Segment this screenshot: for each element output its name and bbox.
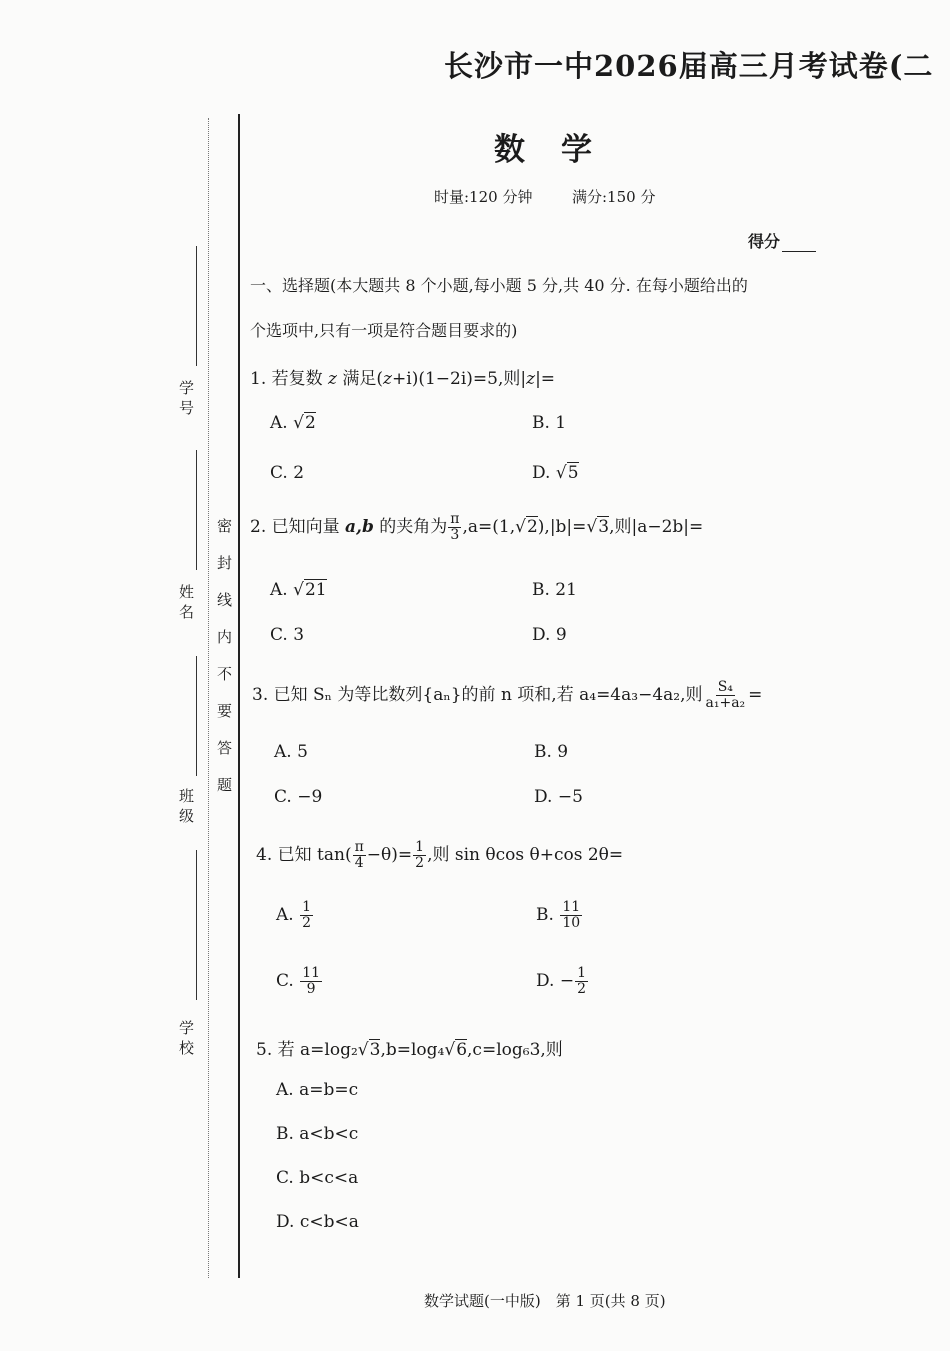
xingming-label — [176, 584, 197, 619]
q4-option-d — [536, 966, 589, 997]
q4-d-num: 1 — [577, 965, 586, 981]
q1-d-value: 5 — [567, 463, 579, 483]
xuehao-rule — [196, 246, 197, 366]
q4-frac2-num: 1 — [415, 839, 425, 855]
q2-text-a: 2. 已知向量 — [250, 517, 346, 537]
q2-frac-num: π — [450, 511, 460, 527]
time-limit: 时量:120 分钟 — [434, 188, 533, 206]
q4-b-den: 10 — [562, 915, 581, 931]
q2-sqrt3: 3 — [598, 517, 610, 537]
q4-d-den: 2 — [577, 981, 586, 997]
q2-option-d: D. 9 — [532, 625, 567, 645]
q2-a-value: 21 — [304, 580, 327, 600]
q4-a-label: A. — [276, 905, 300, 925]
q4-c-fraction — [300, 966, 322, 997]
subject-title: 数学 — [494, 132, 628, 168]
banji-label — [176, 788, 197, 823]
q3-fraction — [704, 680, 748, 711]
xuexiao-rule — [196, 850, 197, 1000]
q1-text-d: |= — [535, 369, 556, 389]
q2-text-d: ),|b|= — [537, 517, 587, 537]
q4-text-b: −θ)= — [366, 845, 413, 865]
q2-text-c: ,a=(1, — [462, 517, 516, 537]
q4-option-b — [536, 900, 583, 931]
q2-text-e: ,则|a−2b|= — [609, 517, 704, 537]
banji-rule — [196, 656, 197, 776]
q1-option-d — [532, 463, 579, 483]
q3-frac-den: a₁+a₂ — [705, 695, 746, 711]
q4-b-num: 11 — [562, 899, 581, 915]
q2-option-a — [270, 580, 327, 600]
xuehao-label — [176, 380, 197, 415]
q4-b-label: B. — [536, 905, 560, 925]
q1-a-label: A. — [270, 413, 294, 433]
q1-text-b: 满足( — [337, 369, 384, 389]
q3-option-b: B. 9 — [534, 742, 569, 762]
sqrt-icon: √ — [293, 413, 304, 433]
q1-var-z3: z — [526, 369, 536, 389]
q1-option-c: C. 2 — [270, 463, 305, 483]
q4-d-fraction — [575, 966, 588, 997]
q5-sqrt-a: 3 — [369, 1040, 381, 1060]
q4-c-den: 9 — [306, 981, 316, 997]
xingming-rule — [196, 450, 197, 570]
q5-option-c: C. b<c<a — [276, 1168, 359, 1188]
q4-frac1-den: 4 — [354, 855, 364, 871]
q4-a-fraction — [300, 900, 313, 931]
q2-a-label: A. — [270, 580, 294, 600]
q3-option-d: D. −5 — [534, 787, 583, 807]
exam-title: 长沙市一中2026届高三月考试卷(二 — [444, 49, 934, 83]
q4-frac1-num: π — [354, 839, 364, 855]
seal-warning: 密封线内不要答题 — [215, 518, 233, 814]
full-score: 满分:150 分 — [572, 188, 656, 206]
question-3-stem — [252, 680, 762, 711]
q5-option-b: B. a<b<c — [276, 1124, 359, 1144]
xuexiao-label — [176, 1020, 197, 1055]
q2-vectors: a,b — [345, 517, 374, 537]
q3-frac-num: S₄ — [717, 679, 733, 695]
sqrt-icon: √ — [555, 463, 567, 483]
q4-c-label: C. — [276, 971, 300, 991]
question-4-stem — [256, 840, 623, 871]
section-heading-line1: 一、选择题(本大题共 8 个小题,每小题 5 分,共 40 分. 在每小题给出的 — [250, 276, 748, 295]
section-heading-line2: 个选项中,只有一项是符合题目要求的) — [250, 321, 518, 340]
q1-text-c: +i)(1−2i)=5,则| — [392, 369, 527, 389]
binding-line — [238, 114, 240, 1278]
q5-text-b: ,b=log₄ — [380, 1040, 445, 1060]
q2-option-b: B. 21 — [532, 580, 577, 600]
q4-text-a: 4. 已知 tan( — [256, 845, 352, 865]
score-blank — [782, 251, 816, 252]
q3-text-a: 3. 已知 Sₙ 为等比数列{aₙ}的前 n 项和,若 a₄=4a₃−4a₂,则 — [252, 685, 703, 705]
q4-option-c — [276, 966, 323, 997]
q5-option-d: D. c<b<a — [276, 1212, 359, 1232]
question-2-stem — [250, 512, 703, 543]
q3-option-a: A. 5 — [274, 742, 308, 762]
xingming-text: 姓 名 — [177, 584, 195, 619]
q5-sqrt-b: 6 — [456, 1040, 468, 1060]
q2-sqrt2: 2 — [526, 517, 538, 537]
q4-b-fraction — [560, 900, 582, 931]
q4-a-den: 2 — [302, 915, 312, 931]
sqrt-icon: √ — [444, 1040, 456, 1060]
q4-c-num: 11 — [302, 965, 321, 981]
q1-a-value: 2 — [304, 413, 316, 433]
q2-angle-fraction — [448, 512, 461, 543]
q1-text-a: 1. 若复数 — [250, 369, 329, 389]
q4-a-num: 1 — [302, 899, 312, 915]
sqrt-icon: √ — [293, 580, 304, 600]
q1-var-z: z — [328, 369, 337, 389]
q5-text-c: ,c=log₆3,则 — [467, 1040, 563, 1060]
sqrt-icon: √ — [515, 517, 526, 537]
question-5-stem — [256, 1035, 563, 1060]
q4-d-label: D. − — [536, 971, 575, 991]
q1-option-a — [270, 413, 316, 433]
sqrt-icon: √ — [586, 517, 598, 537]
q5-option-a: A. a=b=c — [276, 1080, 359, 1100]
q2-frac-den: 3 — [450, 527, 460, 543]
question-1-stem — [250, 364, 555, 389]
q4-text-c: ,则 sin θcos θ+cos 2θ= — [427, 845, 624, 865]
q1-option-b: B. 1 — [532, 413, 567, 433]
q4-option-a — [276, 900, 314, 931]
banji-text: 班 级 — [177, 788, 195, 823]
q4-fraction-2 — [413, 840, 426, 871]
q4-frac2-den: 2 — [415, 855, 425, 871]
q1-var-z2: z — [383, 369, 393, 389]
q3-text-b: = — [748, 685, 763, 705]
q2-text-b: 的夹角为 — [373, 517, 448, 537]
dotted-cut-line — [208, 118, 209, 1278]
score-label: 得分 — [748, 232, 781, 251]
sqrt-icon: √ — [357, 1040, 369, 1060]
q4-fraction-1 — [353, 840, 366, 871]
xuehao-text: 学 号 — [177, 380, 195, 415]
q1-d-label: D. — [532, 463, 556, 483]
q5-text-a: 5. 若 a=log₂ — [256, 1040, 358, 1060]
page-footer: 数学试题(一中版) 第 1 页(共 8 页) — [424, 1292, 666, 1310]
q3-option-c: C. −9 — [274, 787, 323, 807]
q2-option-c: C. 3 — [270, 625, 305, 645]
score-field — [748, 229, 816, 252]
xuexiao-text: 学 校 — [177, 1020, 195, 1055]
